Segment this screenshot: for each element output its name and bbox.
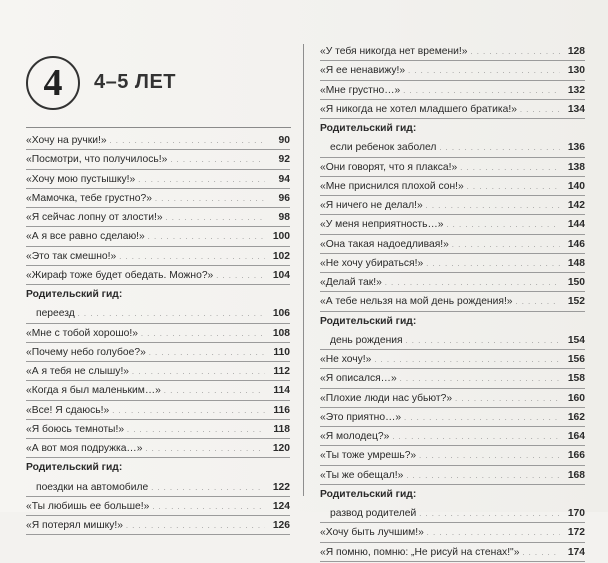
- toc-entry-title: «Я потерял мишку!»: [26, 520, 123, 531]
- toc-sub-entry: [320, 504, 585, 523]
- toc-entry: [26, 150, 290, 169]
- toc-page-number: 156: [567, 354, 585, 365]
- toc-leader-dots: [516, 293, 560, 312]
- toc-leader-dots: [166, 209, 265, 228]
- toc-entry: [320, 466, 585, 485]
- toc-section-heading: Родительский гид:: [26, 289, 123, 300]
- toc-leader-dots: [403, 82, 560, 101]
- toc-entry: [320, 42, 585, 61]
- toc-entry-title: «Они говорят, что я плакса!»: [320, 161, 458, 173]
- toc-page-number: 172: [567, 527, 585, 539]
- toc-leader-dots: [216, 267, 265, 286]
- toc-entry-title: «А тебе нельзя на мой день рождения!»: [320, 296, 513, 308]
- toc-sub-entry: [26, 478, 290, 497]
- toc-leader-dots: [452, 236, 560, 255]
- toc-page-number: 162: [567, 411, 585, 423]
- toc-page-number: 114: [273, 385, 290, 397]
- toc-page-number: 174: [567, 546, 585, 558]
- toc-entry-title: «Не хочу!»: [320, 354, 372, 365]
- toc-entry: [320, 158, 585, 177]
- toc-page-number: 128: [567, 46, 585, 57]
- toc-page-number: 116: [273, 404, 290, 416]
- chapter-header: [26, 56, 291, 116]
- toc-entry-title: «Посмотри, что получилось!»: [26, 154, 168, 166]
- toc-section-heading: Родительский гид:: [320, 123, 417, 134]
- toc-entry-title: «Когда я был маленьким…»: [26, 385, 161, 397]
- toc-leader-dots: [170, 151, 265, 170]
- toc-leader-dots: [155, 190, 265, 209]
- toc-entry-title: «А вот моя подружка…»: [26, 443, 143, 454]
- toc-entry: [320, 273, 585, 292]
- chapter-number-badge: 4: [26, 56, 80, 110]
- chapter-title: 4–5 ЛЕТ: [94, 71, 177, 93]
- toc-leader-dots: [471, 43, 560, 62]
- toc-entry-title: «Жираф тоже будет обедать. Можно?»: [26, 269, 214, 281]
- toc-page-number: 140: [567, 180, 585, 192]
- toc-leader-dots: [520, 101, 560, 120]
- toc-entry-title: «Не хочу убираться!»: [320, 257, 424, 269]
- toc-left-column: [26, 131, 290, 535]
- toc-entry-title: «Она такая надоедливая!»: [320, 238, 449, 250]
- toc-entry: [26, 170, 290, 189]
- toc-leader-dots: [439, 139, 560, 158]
- toc-page-number: 144: [567, 219, 585, 231]
- toc-leader-dots: [467, 178, 560, 197]
- toc-entry-title: «У тебя никогда нет времени!»: [320, 46, 468, 57]
- toc-entry-title: «Я описался…»: [320, 373, 397, 385]
- toc-leader-dots: [152, 498, 265, 517]
- toc-page-number: 170: [567, 508, 585, 519]
- toc-entry-title: «Это приятно…»: [320, 411, 402, 423]
- toc-page-number: 148: [567, 257, 585, 269]
- toc-page-number: 90: [278, 135, 290, 146]
- toc-page-number: 146: [567, 238, 585, 250]
- toc-page-number: 158: [567, 373, 585, 385]
- toc-leader-dots: [149, 344, 265, 363]
- toc-leader-dots: [426, 255, 560, 274]
- toc-page-number: 138: [567, 161, 585, 173]
- toc-entry: [320, 235, 585, 254]
- toc-entry-title: «Это так смешно!»: [26, 250, 117, 262]
- toc-page-number: 136: [567, 142, 585, 154]
- toc-page-number: 92: [278, 154, 290, 166]
- toc-page-number: 100: [272, 231, 290, 243]
- toc-entry: [320, 369, 585, 388]
- toc-entry: [26, 420, 290, 439]
- toc-leader-dots: [164, 382, 265, 401]
- toc-entry-title: «Я помню, помню: „Не рисуй на стенах!"»: [320, 546, 520, 558]
- toc-leader-dots: [127, 421, 265, 440]
- toc-entry: [320, 446, 585, 465]
- toc-entry-title: «У меня неприятность…»: [320, 219, 444, 231]
- toc-right-column: [320, 42, 585, 562]
- toc-entry: [26, 401, 290, 420]
- toc-entry: [26, 381, 290, 400]
- toc-leader-dots: [419, 505, 560, 524]
- toc-leader-dots: [119, 248, 265, 267]
- toc-leader-dots: [404, 409, 560, 428]
- toc-leader-dots: [138, 171, 265, 190]
- toc-page-number: 108: [272, 327, 290, 339]
- toc-entry-title: «Плохие люди нас убьют?»: [320, 392, 453, 404]
- toc-page-number: 120: [272, 443, 290, 454]
- toc-entry: [26, 497, 290, 516]
- toc-entry-title: поездки на автомобиле: [36, 481, 149, 493]
- toc-leader-dots: [385, 274, 560, 293]
- toc-entry-title: «Ты любишь ее больше!»: [26, 500, 150, 512]
- toc-entry-title: «Хочу мою пустышку!»: [26, 173, 136, 185]
- toc-entry-title: «Мне грустно…»: [320, 84, 401, 96]
- toc-entry-title: переезд: [36, 308, 75, 320]
- toc-entry-title: «Ты тоже умрешь?»: [320, 450, 417, 462]
- toc-leader-dots: [126, 517, 265, 536]
- toc-page-number: 150: [567, 277, 585, 288]
- toc-page-number: 98: [278, 212, 290, 223]
- toc-entry: [320, 196, 585, 215]
- toc-leader-dots: [145, 440, 265, 459]
- toc-entry: [320, 177, 585, 196]
- toc-page-number: 142: [567, 200, 585, 211]
- toc-entry-title: «Мамочка, тебе грустно?»: [26, 192, 152, 204]
- toc-leader-dots: [460, 159, 560, 178]
- toc-page-number: 104: [272, 269, 290, 281]
- toc-leader-dots: [374, 351, 560, 370]
- toc-page-number: 164: [567, 431, 585, 442]
- toc-entry: [26, 516, 290, 535]
- toc-page-number: 106: [272, 308, 290, 320]
- toc-page-number: 134: [567, 103, 585, 115]
- toc-leader-dots: [141, 325, 265, 344]
- toc-entry: [320, 100, 585, 119]
- toc-section-heading: Родительский гид:: [26, 462, 123, 474]
- toc-entry-title: день рождения: [330, 334, 403, 346]
- toc-entry-title: «А я все равно сделаю!»: [26, 231, 145, 243]
- toc-leader-dots: [132, 363, 265, 382]
- toc-entry: [26, 324, 290, 343]
- toc-entry: [320, 215, 585, 234]
- toc-entry: [26, 439, 290, 458]
- toc-page-number: 122: [272, 481, 290, 493]
- toc-page-number: 94: [278, 173, 290, 185]
- toc-leader-dots: [406, 332, 560, 351]
- toc-page-number: 168: [567, 469, 585, 481]
- toc-leader-dots: [110, 132, 265, 151]
- toc-page-number: 126: [272, 520, 290, 531]
- toc-entry: [26, 247, 290, 266]
- toc-entry-title: «Я ничего не делал!»: [320, 200, 423, 211]
- toc-sub-entry: [320, 138, 585, 157]
- toc-page-number: 96: [278, 192, 290, 204]
- toc-page-number: 130: [567, 65, 585, 77]
- toc-entry-title: «Хочу быть лучшим!»: [320, 527, 424, 539]
- toc-entry: [320, 61, 585, 80]
- toc-page-number: 166: [567, 450, 585, 462]
- toc-leader-dots: [78, 305, 265, 324]
- toc-entry-title: «Хочу на ручки!»: [26, 135, 107, 146]
- toc-entry: [320, 254, 585, 273]
- toc-entry: [26, 266, 290, 285]
- toc-page-number: 154: [567, 334, 585, 346]
- toc-entry: [26, 362, 290, 381]
- toc-entry-title: «Я боюсь темноты!»: [26, 423, 125, 435]
- toc-section-heading: Родительский гид:: [320, 315, 417, 327]
- column-divider: [303, 44, 304, 496]
- toc-page-number: 124: [272, 500, 290, 512]
- toc-entry: [26, 189, 290, 208]
- toc-entry: [320, 543, 585, 562]
- header-rule: [26, 127, 291, 128]
- toc-leader-dots: [400, 370, 560, 389]
- toc-leader-dots: [406, 467, 560, 486]
- toc-section-heading: Родительский гид:: [320, 488, 417, 500]
- toc-leader-dots: [112, 402, 265, 421]
- toc-page-number: 118: [273, 423, 290, 435]
- toc-entry: [26, 343, 290, 362]
- toc-entry-title: «Я молодец?»: [320, 431, 390, 442]
- toc-entry: [320, 523, 585, 542]
- toc-leader-dots: [392, 428, 560, 447]
- toc-entry-title: «Мне приснился плохой сон!»: [320, 180, 464, 192]
- toc-entry-title: если ребенок заболел: [330, 142, 437, 154]
- toc-leader-dots: [522, 544, 560, 563]
- toc-entry-title: «Я сейчас лопну от злости!»: [26, 212, 163, 223]
- toc-leader-dots: [455, 390, 560, 409]
- toc-leader-dots: [446, 216, 560, 235]
- toc-entry: [320, 81, 585, 100]
- toc-page-number: 160: [567, 392, 585, 404]
- toc-entry: [26, 131, 290, 150]
- toc-page-number: 102: [272, 250, 290, 262]
- toc-leader-dots: [427, 524, 560, 543]
- toc-leader-dots: [419, 447, 560, 466]
- toc-entry-title: «А я тебя не слышу!»: [26, 366, 130, 377]
- toc-leader-dots: [151, 479, 265, 498]
- toc-sub-entry: [26, 304, 290, 323]
- toc-entry: [320, 350, 585, 369]
- toc-entry: [320, 427, 585, 446]
- toc-page-number: 112: [273, 366, 290, 377]
- toc-sub-entry: [320, 331, 585, 350]
- toc-entry-title: развод родителей: [330, 508, 417, 519]
- toc-entry-title: «Мне с тобой хорошо!»: [26, 327, 138, 339]
- toc-leader-dots: [148, 228, 265, 247]
- toc-entry-title: «Я ее ненавижу!»: [320, 65, 406, 77]
- toc-leader-dots: [408, 62, 560, 81]
- toc-entry: [320, 292, 585, 311]
- toc-entry-title: «Все! Я сдаюсь!»: [26, 404, 110, 416]
- toc-entry: [26, 208, 290, 227]
- toc-page-number: 132: [567, 84, 585, 96]
- toc-leader-dots: [426, 197, 560, 216]
- toc-entry: [26, 227, 290, 246]
- toc-entry-title: «Ты же обещал!»: [320, 469, 404, 481]
- toc-entry: [320, 389, 585, 408]
- toc-entry: [320, 408, 585, 427]
- toc-entry-title: «Делай так!»: [320, 277, 382, 288]
- toc-entry-title: «Почему небо голубое?»: [26, 346, 146, 358]
- toc-entry-title: «Я никогда не хотел младшего братика!»: [320, 103, 517, 115]
- toc-page-number: 152: [567, 296, 585, 308]
- toc-page-number: 110: [273, 346, 290, 358]
